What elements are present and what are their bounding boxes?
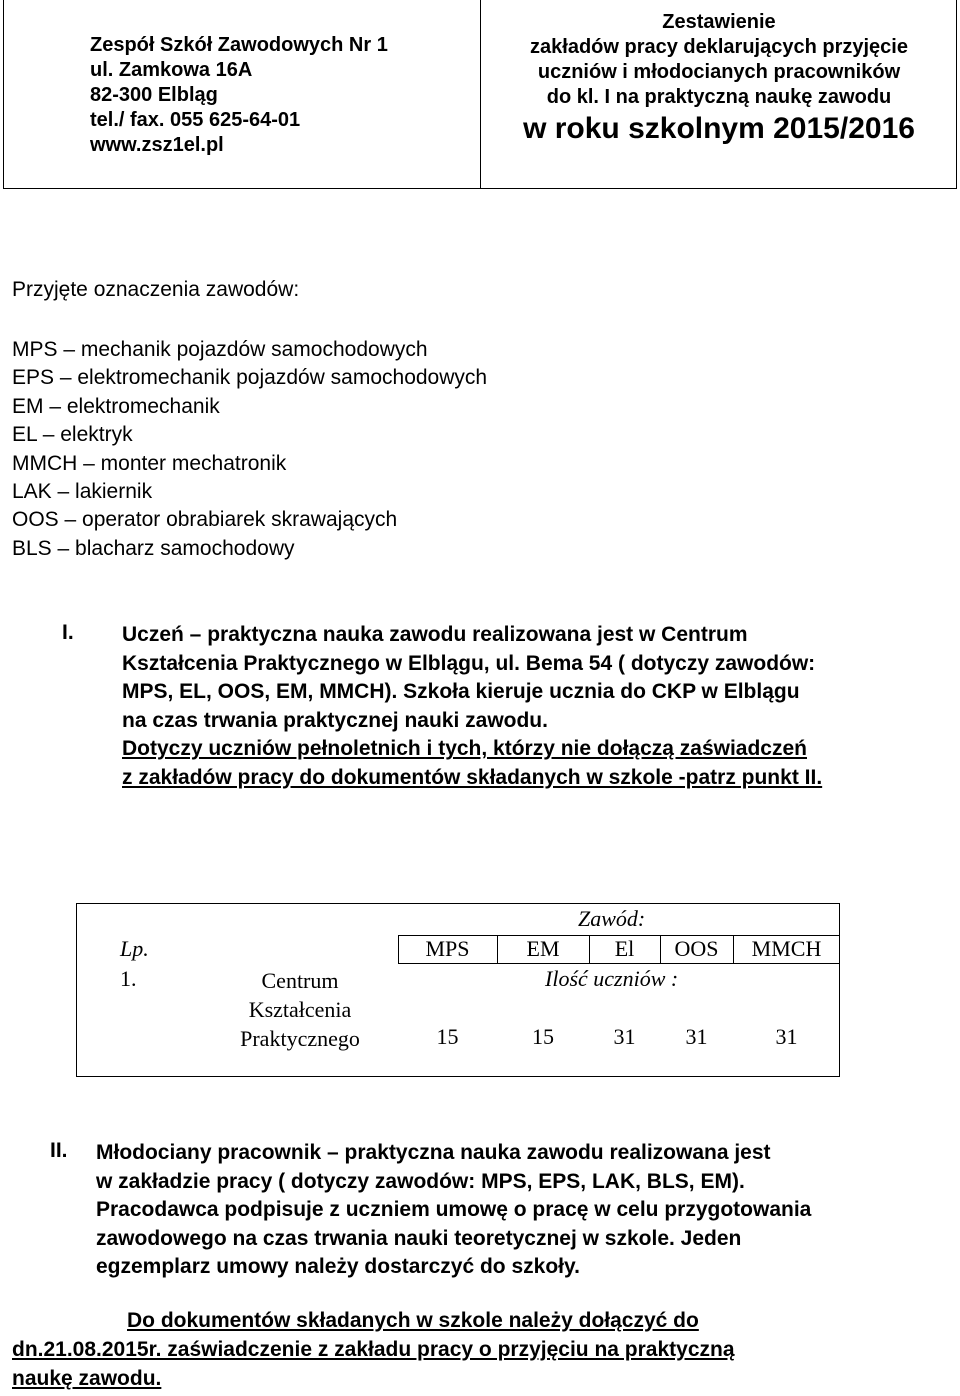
lp-label: Lp. (120, 936, 149, 961)
training-center-line: Praktycznego (240, 1026, 360, 1051)
codes-heading: Przyjęte oznaczenia zawodów: (12, 278, 300, 301)
title-line: uczniów i młodocianych pracowników (537, 61, 901, 83)
title-year: w roku szkolnym 2015/2016 (523, 112, 915, 145)
code-item: OOS – operator obrabiarek skrawających (12, 508, 398, 532)
code-item: LAK – lakiernik (12, 480, 153, 504)
section-1-number: I. (62, 621, 74, 644)
section-2-line: Młodociany pracownik – praktyczna nauka zawodu realizowana jest (96, 1141, 771, 1164)
student-count: 15 (532, 1024, 554, 1049)
student-count: 31 (613, 1024, 636, 1049)
profession-header: MMCH (751, 936, 822, 961)
training-center-line: Kształcenia (248, 997, 352, 1022)
code-item: EM – elektromechanik (12, 394, 220, 418)
section-2-line: zawodowego na czas trwania nauki teoretycznej w szkole. Jeden (96, 1226, 742, 1250)
code-item: EPS – elektromechanik pojazdów samochodowych (12, 366, 488, 390)
code-item: BLS – blacharz samochodowy (12, 536, 295, 560)
title-line: Zestawienie (662, 11, 776, 33)
training-center-line: Centrum (261, 968, 339, 993)
table-line (398, 963, 840, 964)
code-item: EL – elektryk (12, 423, 133, 447)
section-1-line: Uczeń – praktyczna nauka zawodu realizowana jest w Centrum (122, 623, 748, 646)
codes-list (12, 336, 487, 563)
section-1-note: z zakładów pracy do dokumentów składanych w szkole -patrz punkt II. (122, 765, 823, 789)
footer-line: naukę zawodu. (12, 1367, 162, 1390)
section-2-line: w zakładzie pracy ( dotyczy zawodów: MPS, EPS, LAK, BLS, EM). (96, 1169, 745, 1193)
training-center (210, 966, 390, 1053)
school-phone: tel./ fax. 055 625-64-01 (90, 109, 301, 131)
student-count: 31 (685, 1024, 708, 1049)
row-number: 1. (120, 966, 137, 991)
profession-header: EM (526, 936, 560, 961)
section-1-text (122, 621, 822, 793)
title-line: do kl. I na praktyczną naukę zawodu (546, 86, 892, 108)
section-1-note: Dotyczy uczniów pełnoletnich i tych, którzy nie dołączą zaświadczeń (122, 737, 807, 761)
header-divider (480, 0, 481, 189)
school-name: Zespół Szkół Zawodowych Nr 1 (90, 34, 388, 56)
school-street: ul. Zamkowa 16A (90, 59, 253, 81)
section-1-line: Kształcenia Praktycznego w Elblągu, ul. Bema 54 ( dotyczy zawodów: (122, 651, 816, 675)
profession-header: MPS (425, 936, 470, 961)
footer-line: Do dokumentów składanych w szkole należy dołączyć do (127, 1309, 699, 1332)
profession-header: El (614, 936, 635, 961)
zawod-label: Zawód: (578, 906, 646, 931)
footer-line: dn.21.08.2015r. zaświadczenie z zakładu pracy o przyjęciu na praktyczną (12, 1338, 735, 1361)
student-count: 31 (775, 1024, 798, 1049)
code-item: MMCH – monter mechatronik (12, 451, 287, 475)
school-info (90, 33, 388, 158)
student-count: 15 (436, 1024, 459, 1049)
section-1-line: MPS, EL, OOS, EM, MMCH). Szkoła kieruje ucznia do CKP w Elblągu (122, 680, 800, 704)
title-line: zakładów pracy deklarujących przyjęcie (530, 36, 908, 58)
section-2-number: II. (50, 1139, 68, 1162)
school-website: www.zsz1el.pl (90, 134, 224, 156)
section-2-text (96, 1139, 811, 1282)
students-table (76, 903, 840, 1077)
section-2-line: Pracodawca podpisuje z uczniem umowę o pracę w celu przygotowania (96, 1198, 812, 1222)
section-2-line: egzemplarz umowy należy dostarczyć do szkoły. (96, 1255, 580, 1279)
profession-header: OOS (674, 936, 719, 961)
section-1-line: na czas trwania praktycznej nauki zawodu. (122, 708, 548, 732)
code-item: MPS – mechanik pojazdów samochodowych (12, 338, 428, 361)
document-title (482, 10, 956, 146)
school-postcode: 82-300 Elbląg (90, 84, 218, 106)
ilosc-label: Ilość uczniów : (545, 966, 679, 991)
